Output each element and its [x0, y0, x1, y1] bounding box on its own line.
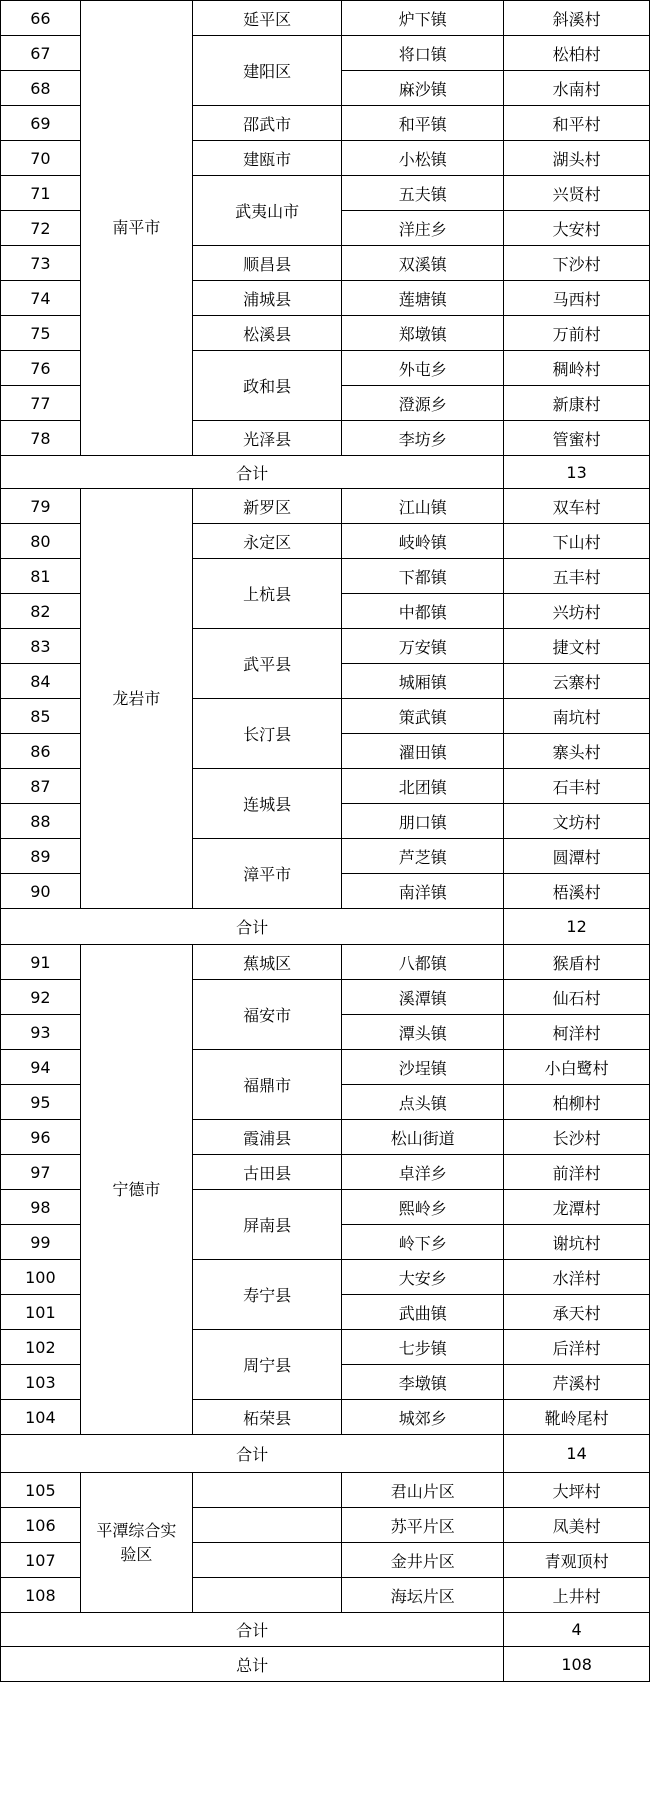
row-number: 91: [1, 945, 81, 980]
town-cell: 大安乡: [342, 1260, 504, 1295]
county-cell: 延平区: [193, 1, 342, 36]
village-cell: 石丰村: [504, 769, 650, 804]
town-cell: 海坛片区: [342, 1578, 504, 1613]
town-cell: 南洋镇: [342, 874, 504, 909]
village-cell: 稠岭村: [504, 351, 650, 386]
subtotal-row: [1, 1613, 650, 1647]
county-cell: 永定区: [193, 524, 342, 559]
village-cell: 后洋村: [504, 1330, 650, 1365]
village-cell: 兴贤村: [504, 176, 650, 211]
village-cell: 大坪村: [504, 1473, 650, 1508]
table-row: [1, 1, 650, 36]
row-number: 94: [1, 1050, 81, 1085]
total-label: 总计: [1, 1647, 504, 1682]
village-cell: 承天村: [504, 1295, 650, 1330]
county-cell: 福安市: [193, 980, 342, 1050]
row-number: 90: [1, 874, 81, 909]
row-number: 77: [1, 386, 81, 421]
row-number: 108: [1, 1578, 81, 1613]
row-number: 82: [1, 594, 81, 629]
total-row: [1, 1647, 650, 1682]
row-number: 72: [1, 211, 81, 246]
row-number: 80: [1, 524, 81, 559]
village-cell: 寨头村: [504, 734, 650, 769]
city-cell: 平潭综合实验区: [80, 1473, 192, 1613]
subtotal-label: 合计: [1, 1435, 504, 1473]
county-cell: 松溪县: [193, 316, 342, 351]
subtotal-label: 合计: [1, 1613, 504, 1647]
county-cell: 武平县: [193, 629, 342, 699]
county-cell: 连城县: [193, 769, 342, 839]
county-cell: 光泽县: [193, 421, 342, 456]
village-cell: 小白鹭村: [504, 1050, 650, 1085]
town-cell: 麻沙镇: [342, 71, 504, 106]
town-cell: 将口镇: [342, 36, 504, 71]
row-number: 66: [1, 1, 81, 36]
village-cell: 靴岭尾村: [504, 1400, 650, 1435]
row-number: 76: [1, 351, 81, 386]
village-cell: 圆潭村: [504, 839, 650, 874]
town-cell: 熙岭乡: [342, 1190, 504, 1225]
subtotal-value: 13: [504, 456, 650, 489]
subtotal-value: 12: [504, 909, 650, 945]
row-number: 68: [1, 71, 81, 106]
town-cell: 松山街道: [342, 1120, 504, 1155]
row-number: 89: [1, 839, 81, 874]
row-number: 103: [1, 1365, 81, 1400]
town-cell: 郑墩镇: [342, 316, 504, 351]
village-cell: 文坊村: [504, 804, 650, 839]
village-cell: 长沙村: [504, 1120, 650, 1155]
county-cell: [193, 1578, 342, 1613]
row-number: 107: [1, 1543, 81, 1578]
county-cell: 漳平市: [193, 839, 342, 909]
town-cell: 苏平片区: [342, 1508, 504, 1543]
town-cell: 北团镇: [342, 769, 504, 804]
town-cell: 江山镇: [342, 489, 504, 524]
county-cell: 建瓯市: [193, 141, 342, 176]
subtotal-value: 4: [504, 1613, 650, 1647]
total-value: 108: [504, 1647, 650, 1682]
village-cell: 下山村: [504, 524, 650, 559]
village-cell: 猴盾村: [504, 945, 650, 980]
county-cell: 新罗区: [193, 489, 342, 524]
row-number: 81: [1, 559, 81, 594]
table-row: [1, 945, 650, 980]
subtotal-row: [1, 1435, 650, 1473]
row-number: 78: [1, 421, 81, 456]
village-cell: 上井村: [504, 1578, 650, 1613]
village-cell: 新康村: [504, 386, 650, 421]
town-cell: 和平镇: [342, 106, 504, 141]
county-cell: 浦城县: [193, 281, 342, 316]
town-cell: 点头镇: [342, 1085, 504, 1120]
table-row: [1, 489, 650, 524]
row-number: 93: [1, 1015, 81, 1050]
town-cell: 双溪镇: [342, 246, 504, 281]
row-number: 95: [1, 1085, 81, 1120]
village-cell: 龙潭村: [504, 1190, 650, 1225]
town-cell: 城厢镇: [342, 664, 504, 699]
town-cell: 芦芝镇: [342, 839, 504, 874]
county-cell: 顺昌县: [193, 246, 342, 281]
row-number: 98: [1, 1190, 81, 1225]
town-cell: 岐岭镇: [342, 524, 504, 559]
row-number: 104: [1, 1400, 81, 1435]
county-cell: 屏南县: [193, 1190, 342, 1260]
row-number: 73: [1, 246, 81, 281]
village-cell: 柯洋村: [504, 1015, 650, 1050]
row-number: 88: [1, 804, 81, 839]
town-cell: 李坊乡: [342, 421, 504, 456]
town-cell: 八都镇: [342, 945, 504, 980]
village-cell: 青观顶村: [504, 1543, 650, 1578]
town-cell: 金井片区: [342, 1543, 504, 1578]
city-cell: 龙岩市: [80, 489, 192, 909]
county-cell: 周宁县: [193, 1330, 342, 1400]
town-cell: 下都镇: [342, 559, 504, 594]
town-cell: 朋口镇: [342, 804, 504, 839]
county-cell: [193, 1508, 342, 1543]
subtotal-row: [1, 909, 650, 945]
village-cell: 斜溪村: [504, 1, 650, 36]
village-cell: 大安村: [504, 211, 650, 246]
city-cell: 南平市: [80, 1, 192, 456]
row-number: 96: [1, 1120, 81, 1155]
village-cell: 云寨村: [504, 664, 650, 699]
town-cell: 策武镇: [342, 699, 504, 734]
county-cell: [193, 1543, 342, 1578]
county-cell: 福鼎市: [193, 1050, 342, 1120]
town-cell: 炉下镇: [342, 1, 504, 36]
county-cell: 霞浦县: [193, 1120, 342, 1155]
town-cell: 澄源乡: [342, 386, 504, 421]
village-cell: 捷文村: [504, 629, 650, 664]
county-cell: 长汀县: [193, 699, 342, 769]
row-number: 83: [1, 629, 81, 664]
town-cell: 外屯乡: [342, 351, 504, 386]
subtotal-label: 合计: [1, 909, 504, 945]
row-number: 71: [1, 176, 81, 211]
row-number: 79: [1, 489, 81, 524]
row-number: 75: [1, 316, 81, 351]
row-number: 101: [1, 1295, 81, 1330]
town-cell: 潭头镇: [342, 1015, 504, 1050]
village-cell: 双车村: [504, 489, 650, 524]
village-cell: 兴坊村: [504, 594, 650, 629]
row-number: 100: [1, 1260, 81, 1295]
village-cell: 马西村: [504, 281, 650, 316]
county-cell: 邵武市: [193, 106, 342, 141]
row-number: 102: [1, 1330, 81, 1365]
town-cell: 武曲镇: [342, 1295, 504, 1330]
county-cell: 政和县: [193, 351, 342, 421]
town-cell: 濯田镇: [342, 734, 504, 769]
town-cell: 沙埕镇: [342, 1050, 504, 1085]
row-number: 74: [1, 281, 81, 316]
town-cell: 万安镇: [342, 629, 504, 664]
town-cell: 岭下乡: [342, 1225, 504, 1260]
town-cell: 城郊乡: [342, 1400, 504, 1435]
village-cell: 仙石村: [504, 980, 650, 1015]
row-number: 87: [1, 769, 81, 804]
row-number: 99: [1, 1225, 81, 1260]
village-cell: 水南村: [504, 71, 650, 106]
village-cell: 松柏村: [504, 36, 650, 71]
county-cell: [193, 1473, 342, 1508]
town-cell: 小松镇: [342, 141, 504, 176]
town-cell: 卓洋乡: [342, 1155, 504, 1190]
row-number: 67: [1, 36, 81, 71]
village-cell: 谢坑村: [504, 1225, 650, 1260]
subtotal-value: 14: [504, 1435, 650, 1473]
row-number: 97: [1, 1155, 81, 1190]
town-cell: 七步镇: [342, 1330, 504, 1365]
subtotal-label: 合计: [1, 456, 504, 489]
village-cell: 柏柳村: [504, 1085, 650, 1120]
village-cell: 五丰村: [504, 559, 650, 594]
town-cell: 中都镇: [342, 594, 504, 629]
village-cell: 南坑村: [504, 699, 650, 734]
county-cell: 蕉城区: [193, 945, 342, 980]
county-cell: 寿宁县: [193, 1260, 342, 1330]
table-row: [1, 1473, 650, 1508]
subtotal-row: [1, 456, 650, 489]
county-cell: 武夷山市: [193, 176, 342, 246]
town-cell: 莲塘镇: [342, 281, 504, 316]
county-cell: 柘荣县: [193, 1400, 342, 1435]
village-cell: 芹溪村: [504, 1365, 650, 1400]
village-cell: 水洋村: [504, 1260, 650, 1295]
city-cell: 宁德市: [80, 945, 192, 1435]
row-number: 84: [1, 664, 81, 699]
town-cell: 溪潭镇: [342, 980, 504, 1015]
village-cell: 管蜜村: [504, 421, 650, 456]
village-cell: 万前村: [504, 316, 650, 351]
village-cell: 和平村: [504, 106, 650, 141]
village-cell: 前洋村: [504, 1155, 650, 1190]
village-cell: 梧溪村: [504, 874, 650, 909]
row-number: 85: [1, 699, 81, 734]
village-cell: 凤美村: [504, 1508, 650, 1543]
county-cell: 上杭县: [193, 559, 342, 629]
village-cell: 下沙村: [504, 246, 650, 281]
row-number: 92: [1, 980, 81, 1015]
village-cell: 湖头村: [504, 141, 650, 176]
row-number: 69: [1, 106, 81, 141]
county-cell: 建阳区: [193, 36, 342, 106]
town-cell: 君山片区: [342, 1473, 504, 1508]
row-number: 105: [1, 1473, 81, 1508]
town-cell: 洋庄乡: [342, 211, 504, 246]
town-cell: 李墩镇: [342, 1365, 504, 1400]
row-number: 70: [1, 141, 81, 176]
town-cell: 五夫镇: [342, 176, 504, 211]
row-number: 106: [1, 1508, 81, 1543]
row-number: 86: [1, 734, 81, 769]
county-cell: 古田县: [193, 1155, 342, 1190]
